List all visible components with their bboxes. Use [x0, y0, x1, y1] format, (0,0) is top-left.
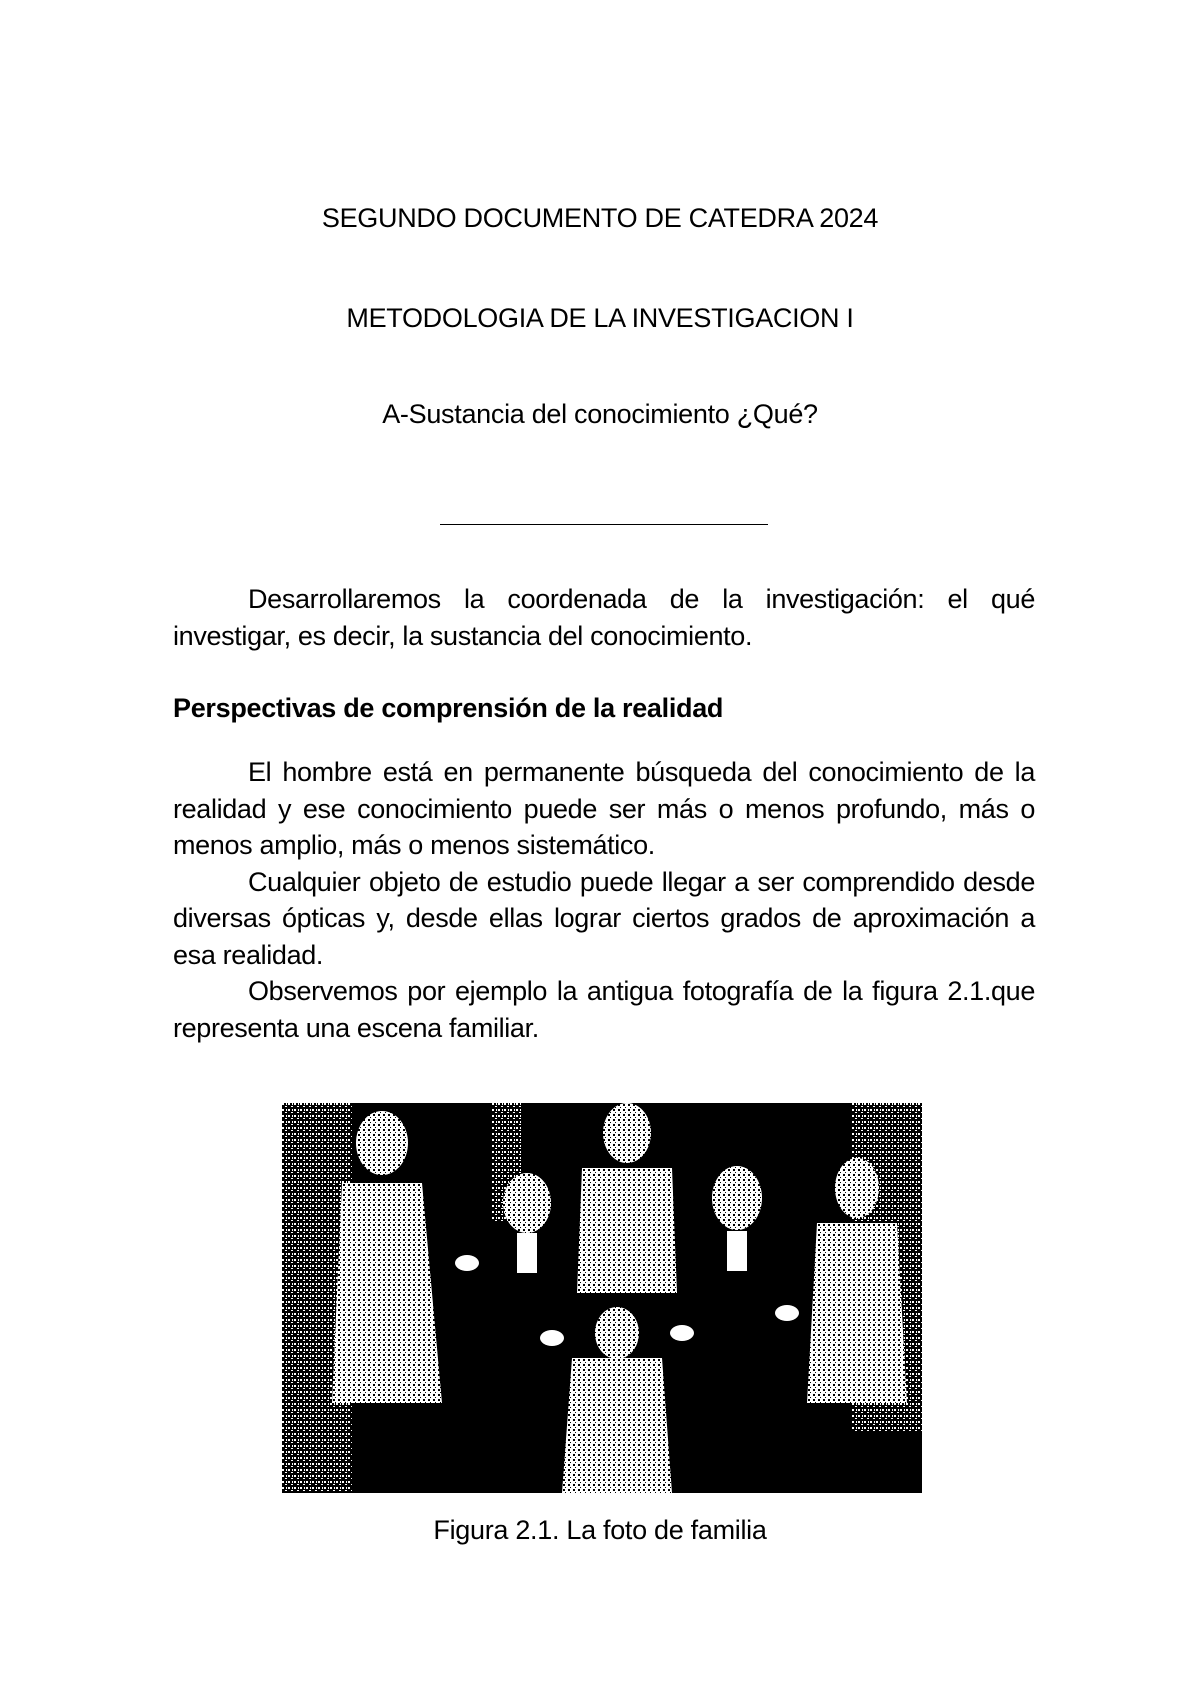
family-photo-image	[282, 1103, 922, 1493]
paragraph-2: Cualquier objeto de estudio puede llegar a ser comprendido desde diversas ópticas y, desde ellas lograr ciertos grados de aproximación a esa realidad.	[173, 866, 1035, 970]
figure-caption: Figura 2.1. La foto de familia	[433, 1515, 767, 1545]
intro-paragraph: Desarrollaremos la coordenada de la investigación: el qué investigar, es decir, la sustancia del conocimiento.	[173, 584, 1035, 651]
document-title: SEGUNDO DOCUMENTO DE CATEDRA 2024	[321, 203, 879, 233]
course-subject: METODOLOGIA DE LA INVESTIGACION I	[346, 303, 854, 333]
divider-line	[440, 524, 768, 525]
body-paragraphs	[173, 754, 1035, 1046]
family-photo	[282, 1103, 922, 1493]
paragraph-3: Observemos por ejemplo la antigua fotografía de la figura 2.1.que representa una escena familiar.	[173, 976, 1035, 1043]
paragraph-1: El hombre está en permanente búsqueda del conocimiento de la realidad y ese conocimiento puede ser más o menos profundo, más o menos amplio, más o menos sistemático.	[173, 757, 1035, 860]
section-heading: Perspectivas de comprensión de la realidad	[173, 693, 724, 723]
intro-block	[173, 581, 1035, 654]
section-title: A-Sustancia del conocimiento ¿Qué?	[382, 399, 818, 429]
